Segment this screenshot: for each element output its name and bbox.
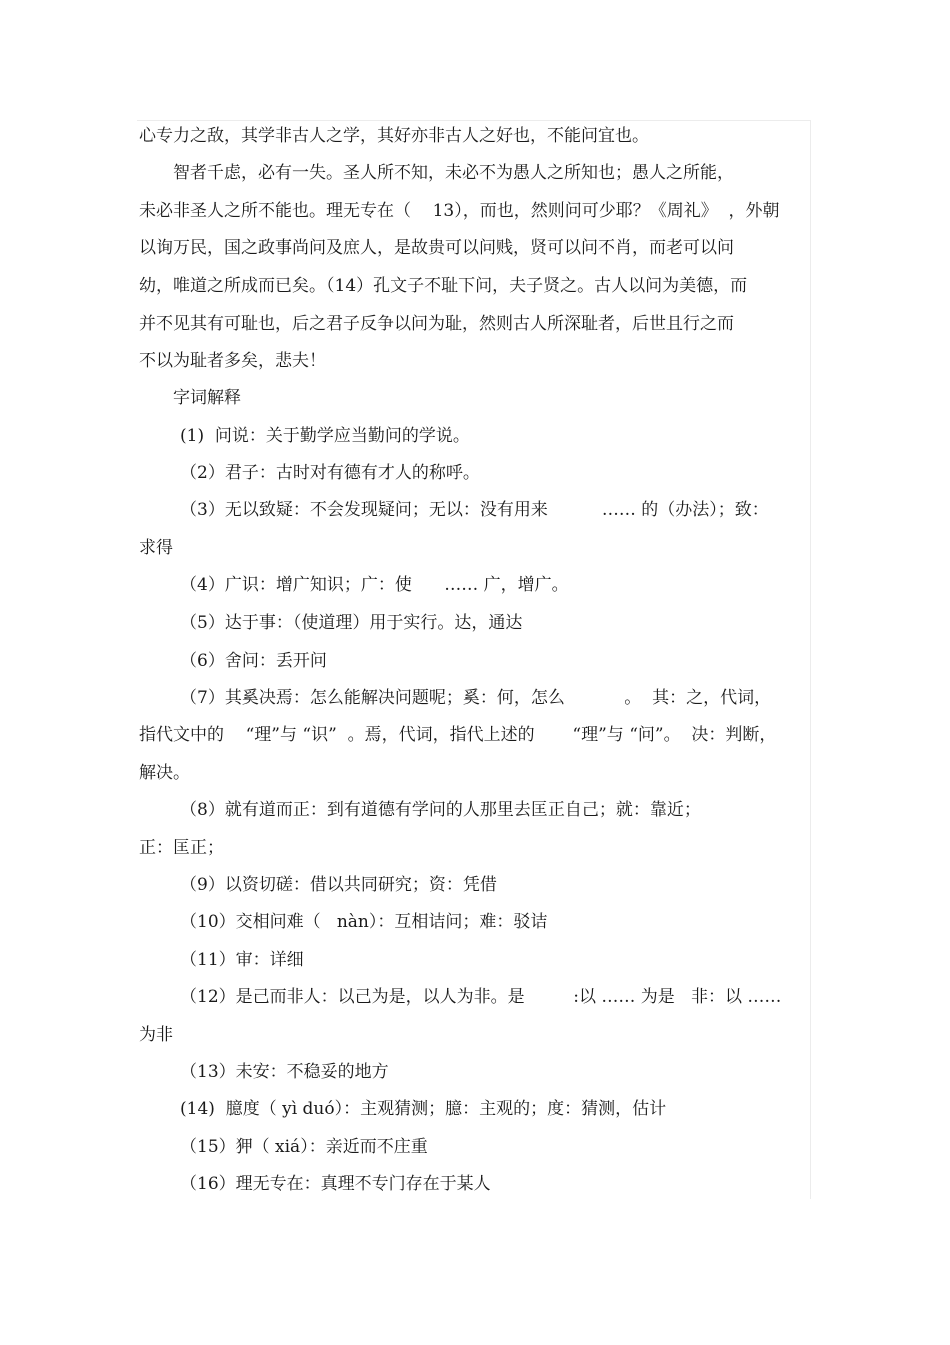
glossary-line: （2）君子：古时对有德有才人的称呼。	[180, 463, 480, 483]
passage-line: 智者千虑，必有一失。圣人所不知，未必不为愚人之所知也；愚人之所能，	[173, 163, 734, 183]
glossary-line: （4）广识：增广知识；广：使 …… 广，增广。	[180, 575, 569, 595]
glossary-line: （16）理无专在：真理不专门存在于某人	[180, 1174, 491, 1194]
glossary-line: （6）舍问：丢开问	[180, 651, 327, 671]
glossary-line: 求得	[139, 538, 173, 558]
glossary-line: （11）审：详细	[180, 950, 304, 970]
glossary-line: (1) 问说：关于勤学应当勤问的学说。	[180, 426, 470, 446]
glossary-line: （13）未安：不稳妥的地方	[180, 1062, 389, 1082]
glossary-line: （5）达于事：（使道理）用于实行。达，通达	[180, 613, 523, 633]
passage-line: 幼，唯道之所成而已矣。（14）孔文子不耻下问，夫子贤之。古人以问为美德，而	[139, 276, 748, 296]
glossary-line: （3）无以致疑：不会发现疑问；无以：没有用来 …… 的（办法）；致：	[180, 500, 769, 520]
glossary-line: （7）其奚决焉：怎么能解决问题呢；奚：何，怎么 。 其：之，代词，	[180, 688, 772, 708]
glossary-line: 为非	[139, 1025, 173, 1045]
passage-line: 以询万民，国之政事尚问及庶人，是故贵可以问贱，贤可以问不肖，而老可以问	[139, 238, 734, 258]
passage-line: 不以为耻者多矣，悲夫！	[139, 351, 326, 371]
glossary-line: （8）就有道而正：到有道德有学问的人那里去匡正自己；就：靠近；	[180, 800, 701, 820]
glossary-line: （10）交相问难（ nàn）：互相诘问；难：驳诘	[180, 912, 548, 932]
glossary-line: 正：匡正；	[139, 838, 224, 858]
glossary-heading: 字词解释	[173, 388, 241, 408]
passage-line: 心专力之敌，其学非古人之学，其好亦非古人之好也，不能问宜也。	[139, 126, 649, 146]
passage-line: 并不见其有可耻也，后之君子反争以问为耻，然则古人所深耻者，后世且行之而	[139, 314, 734, 334]
glossary-line: (14) 臆度（ yì duó）：主观猜测；臆：主观的；度：猜测，估计	[180, 1099, 667, 1119]
glossary-line: （12）是己而非人：以己为是，以人为非。是 :以 …… 为是 非：以 ……	[180, 987, 782, 1007]
passage-line: 未必非圣人之所不能也。理无专在（ 13），而也，然则问可少耶？《周礼》 ，外朝	[139, 201, 780, 221]
glossary-line: 指代文中的 “理”与 “识” 。焉，代词，指代上述的 “理”与 “问”。 决：判断，	[139, 725, 777, 745]
glossary-line: （15）狎（ xiá）：亲近而不庄重	[180, 1137, 428, 1157]
glossary-line: （9）以资切磋：借以共同研究；资：凭借	[180, 875, 497, 895]
glossary-line: 解决。	[139, 763, 190, 783]
